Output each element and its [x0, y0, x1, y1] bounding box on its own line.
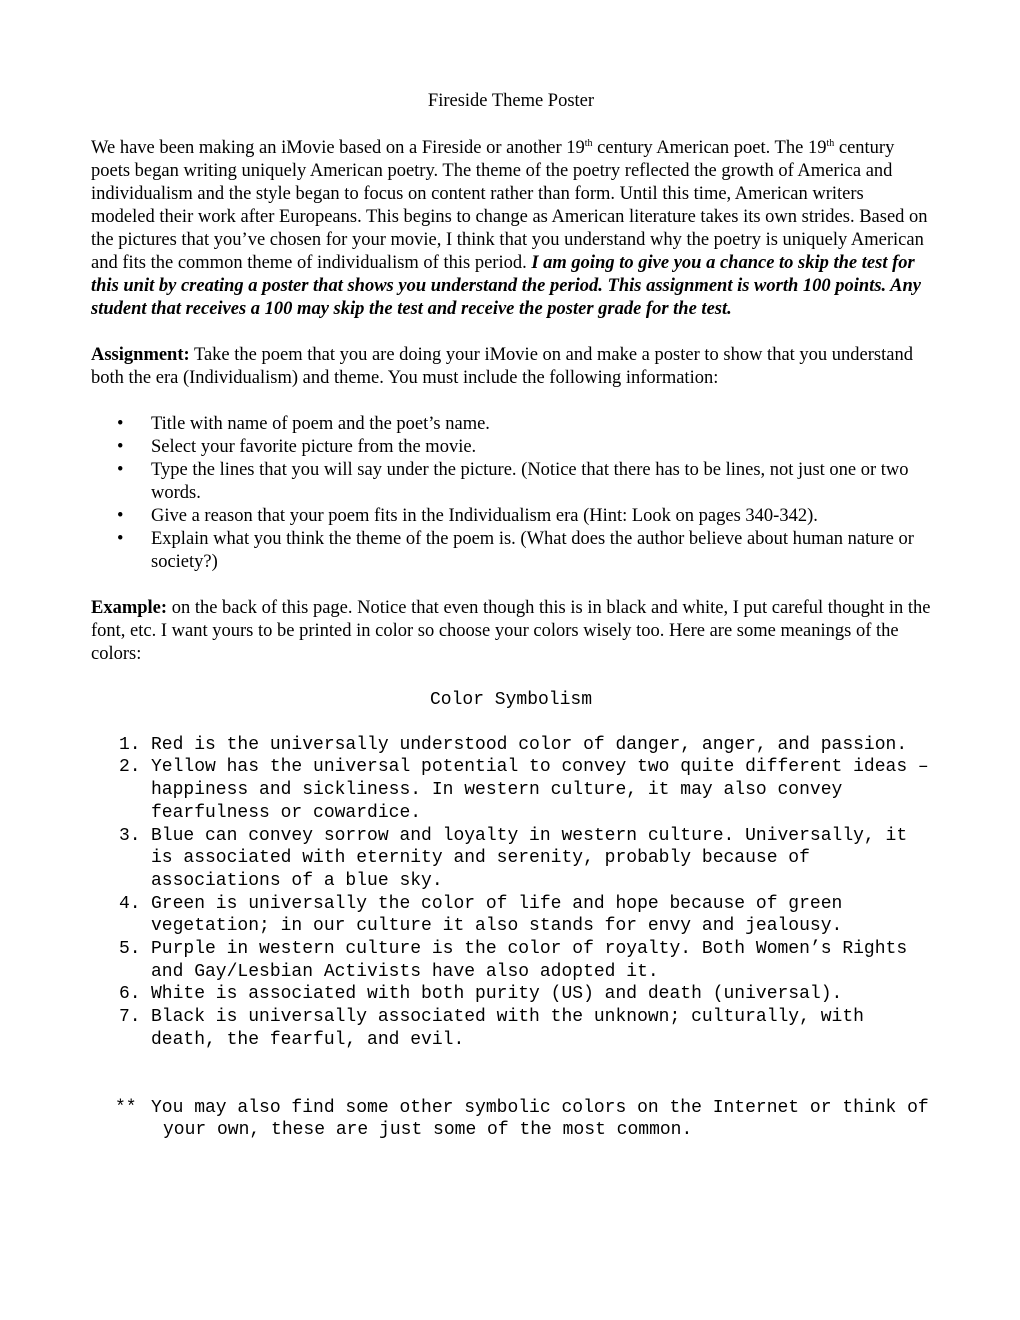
color-text: Red is the universally understood color of danger, anger, and passion. — [151, 734, 908, 755]
intro-superscript-2: th — [826, 138, 835, 149]
requirement-item — [91, 459, 931, 505]
color-text: Yellow has the universal potential to convey two quite different ideas – happiness and sickliness. In western culture, it may also convey fearfulness or cowardice. — [151, 757, 929, 823]
color-item-black — [91, 1006, 931, 1051]
example-paragraph — [91, 597, 931, 666]
intro-superscript-1: th — [584, 138, 593, 149]
color-text: Green is universally the color of life and hope because of green vegetation; in our culture it also stands for envy and jealousy. — [151, 893, 843, 937]
bullet-icon: • — [117, 529, 124, 549]
footnote-text: You may also find some other symbolic colors on the Internet or think of your own, these are just some of the most common. — [151, 1097, 929, 1141]
requirement-text: Explain what you think the theme of the poem is. (What does the author believe about human nature or society?) — [151, 529, 914, 572]
color-item-green — [91, 893, 931, 938]
requirement-text: Give a reason that your poem fits in the Individualism era (Hint: Look on pages 340-342). — [151, 506, 818, 526]
color-text: Blue can convey sorrow and loyalty in western culture. Universally, it is associated with eternity and serenity, probably because of associations of a blue sky. — [151, 825, 908, 891]
intro-text-2: century American poet. The 19 — [592, 138, 827, 158]
requirement-item — [91, 436, 931, 459]
requirement-item — [91, 413, 931, 436]
intro-paragraph — [91, 137, 931, 321]
item-number: 6. — [119, 984, 141, 1005]
item-number: 5. — [119, 939, 141, 960]
item-number: 7. — [119, 1007, 141, 1028]
color-item-white — [91, 983, 931, 1006]
document-page — [91, 90, 931, 1142]
bullet-icon: • — [117, 506, 124, 526]
bullet-icon: • — [117, 460, 124, 480]
color-item-purple — [91, 938, 931, 983]
requirements-list — [91, 413, 931, 574]
bullet-icon: • — [117, 414, 124, 434]
page-title: Fireside Theme Poster — [427, 91, 595, 111]
example-label: Example: — [91, 598, 168, 618]
intro-text-3: century poets began writing uniquely American poetry. The theme of the poetry reflected the growth of America and individualism and the style began to focus on content rather than form. Until this time, American writers modeled their work after Europeans. This begins to change as American literature takes its own strides. Based on the pictures that you’ve chosen for your movie, I think that you understand why the poetry is uniquely American and fits the common theme of individualism of this period. — [91, 138, 928, 273]
requirement-item — [91, 528, 931, 574]
symbolism-title: Color Symbolism — [429, 690, 593, 710]
color-item-blue — [91, 825, 931, 893]
color-text: Black is universally associated with the unknown; culturally, with death, the fearful, and evil. — [151, 1007, 864, 1050]
asterisks: ** — [115, 1097, 137, 1118]
requirement-text: Title with name of poem and the poet’s name. — [151, 414, 490, 434]
example-text: on the back of this page. Notice that even though this is in black and white, I put careful thought in the font, etc. I want yours to be printed in color so choose your colors wisely too. Here are some meanings of the colors: — [91, 598, 931, 664]
item-number: 1. — [119, 734, 141, 755]
requirement-item — [91, 505, 931, 528]
footnote — [91, 1097, 931, 1142]
item-number: 3. — [119, 825, 141, 846]
item-number: 2. — [119, 757, 141, 778]
bullet-icon: • — [117, 437, 124, 457]
color-text: Purple in western culture is the color of royalty. Both Women’s Rights and Gay/Lesbian Activists have also adopted it. — [151, 939, 908, 982]
requirement-text: Select your favorite picture from the movie. — [151, 437, 477, 457]
requirement-text: Type the lines that you will say under the picture. (Notice that there has to be lines, not just one or two words. — [151, 460, 909, 503]
color-item-yellow — [91, 756, 931, 824]
intro-emphasis: I am going to give you a chance to skip the test for this unit by creating a poster that shows you understand the period. This assignment is worth 100 points. Any student that receives a 100 may skip the test and receive the poster grade for the test. — [91, 253, 921, 319]
assignment-paragraph — [91, 344, 931, 390]
color-symbolism-list — [91, 734, 931, 1052]
assignment-text: Take the poem that you are doing your iMovie on and make a poster to show that you understand both the era (Individualism) and theme. You must include the following information: — [91, 345, 913, 388]
intro-text-1: We have been making an iMovie based on a Fireside or another 19 — [91, 138, 585, 158]
color-item-red — [91, 734, 931, 757]
color-text: White is associated with both purity (US) and death (universal). — [151, 984, 843, 1005]
item-number: 4. — [119, 893, 141, 914]
assignment-label: Assignment: — [91, 345, 190, 365]
